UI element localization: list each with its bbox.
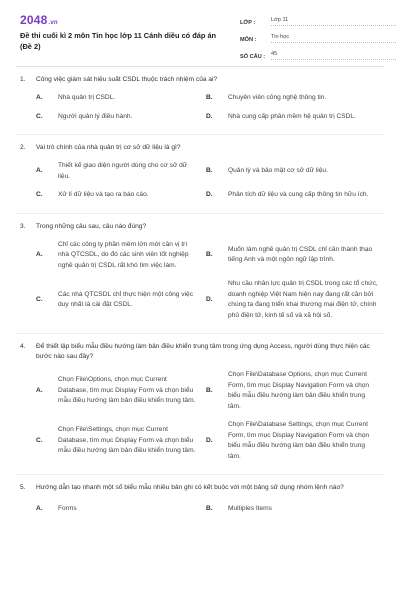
exam-title: Đề thi cuối kì 2 môn Tin học lớp 11 Cánh diều có đáp án (Đề 2) (20, 31, 217, 51)
option-b[interactable] (200, 370, 382, 412)
question-number: 5. (20, 484, 26, 491)
option-row (18, 190, 382, 201)
meta-label: SỐ CÂU : (240, 54, 266, 60)
option-letter: A. (36, 251, 43, 258)
option-b[interactable] (200, 93, 382, 104)
option-letter: B. (206, 167, 213, 175)
option-letter: B. (206, 251, 213, 258)
exam-meta (240, 12, 396, 63)
option-text: Chỉ các công ty phần mềm lớn mới cần vị trí nhà QTCSDL, do đó các sinh viên tốt nghiệp nghề quản trị CSDL rất khó tìm việc làm. (58, 240, 189, 269)
option-row (18, 501, 382, 517)
option-b[interactable] (200, 161, 382, 182)
option-d[interactable] (200, 112, 382, 123)
question-5 (16, 483, 384, 529)
option-text: Thiết kế giao diện người dùng cho cơ sở dữ liệu. (58, 162, 188, 180)
option-c[interactable] (18, 279, 200, 321)
option-text: Nhu cầu nhân lực quản trị CSDL trong các tổ chức, doanh nghiệp Việt Nam hiện nay đang rất cần bởi chúng ta đang triển khai thương mại điện tử, chính phủ điện tử, kinh tế số và xã hội số. (228, 280, 378, 319)
logo-main: 2048 (20, 13, 48, 27)
question-body: Vai trò chính của nhà quản trị cơ sở dữ liệu là gì? (36, 144, 181, 151)
meta-value: Lớp 11 (271, 17, 396, 26)
option-text: Chọn File\Options, chọn mục Current Database, tìm mục Display Form và chọn biểu mẫu điều hướng làm bản điều khiển trung tâm. (58, 376, 196, 405)
option-b[interactable] (200, 240, 382, 272)
option-text: Chuyên viên công nghệ thông tin. (228, 94, 327, 101)
option-row (18, 240, 382, 272)
meta-label: MÔN : (240, 37, 257, 43)
option-a[interactable] (18, 240, 200, 272)
option-text: Forms (58, 504, 77, 512)
option-letter: D. (206, 295, 213, 303)
option-text: Người quản lý điều hành. (58, 112, 133, 120)
option-letter: C. (36, 191, 43, 198)
option-letter: B. (206, 504, 213, 512)
option-text: Quản lý và bảo mật cơ sở dữ liệu. (228, 167, 328, 175)
option-row (18, 161, 382, 182)
option-letter: D. (206, 112, 213, 120)
meta-label: LỚP : (240, 20, 256, 26)
option-letter: A. (36, 94, 43, 101)
option-a[interactable] (18, 370, 200, 412)
logo-suffix: .vn (48, 20, 58, 26)
option-a[interactable] (18, 161, 200, 182)
question-4 (16, 342, 384, 475)
option-text: Chọn File\Database Settings, chọn mục Current Form, tìm mục Display Navigation Form và chọn biểu mẫu điều hướng làm bản điều khiển trung tâm. (228, 421, 370, 460)
option-row (18, 279, 382, 321)
option-text: Chọn File\Settings, chọn mục Current Database, tìm mục Display Form và chọn biểu mẫu điều hướng làm bản điều khiển trung tâm. (58, 426, 196, 455)
option-row (18, 112, 382, 123)
question-3 (16, 222, 384, 335)
question-text (18, 75, 382, 85)
option-d[interactable] (200, 190, 382, 201)
option-a[interactable] (18, 93, 200, 104)
meta-row-class (240, 12, 396, 26)
option-letter: A. (36, 504, 43, 512)
option-row (18, 370, 382, 412)
exam-header (16, 0, 384, 67)
question-list (16, 67, 384, 529)
option-letter: C. (36, 436, 43, 444)
question-body: Công việc giám sát hiệu suất CSDL thuộc trách nhiệm của ai? (36, 76, 218, 83)
option-text: Phân tích dữ liệu và cung cấp thông tin hữu ích. (228, 191, 369, 198)
option-text: Các nhà QTCSDL chỉ thực hiện một công việc duy nhất là cài đặt CSDL. (58, 290, 194, 308)
option-c[interactable] (18, 190, 200, 201)
question-1 (16, 75, 384, 135)
option-text: Xử lí dữ liệu và tạo ra báo cáo. (58, 191, 149, 198)
option-text: Multiples Items (228, 504, 272, 512)
option-letter: B. (206, 94, 213, 101)
option-text: Nhà quản trị CSDL. (58, 94, 116, 101)
option-c[interactable] (18, 112, 200, 123)
option-d[interactable] (200, 420, 382, 462)
option-row (18, 420, 382, 462)
question-body: Trong những câu sau, câu nào đúng? (36, 222, 147, 230)
option-text: Chọn File\Database Options, chọn mục Current Form, tìm mục Display Navigation Form và chọn biểu mẫu điều hướng làm bản điều khiển trung tâm. (228, 371, 370, 410)
meta-value: Tin học (271, 34, 396, 43)
question-number: 2. (20, 144, 26, 151)
option-a[interactable] (18, 501, 200, 517)
option-letter: D. (206, 436, 213, 444)
question-text (18, 342, 382, 362)
option-letter: D. (206, 191, 213, 198)
option-text: Muốn làm nghề quản trị CSDL chỉ cần thành thạo tiếng Anh và một ngôn ngữ lập trình. (228, 245, 373, 264)
option-c[interactable] (18, 420, 200, 462)
option-letter: C. (36, 295, 43, 303)
question-text (18, 483, 382, 493)
option-d[interactable] (200, 279, 382, 321)
question-2 (16, 143, 384, 214)
meta-row-subject (240, 29, 396, 43)
option-letter: C. (36, 112, 43, 120)
question-body: Hướng dẫn tạo nhanh một số biểu mẫu nhiều bản ghi có kết buộc với một bảng sử dụng nhóm lệnh nào? (36, 484, 344, 491)
meta-value: 45 (271, 51, 396, 60)
option-letter: B. (206, 386, 213, 394)
question-body: Để thiết lập biểu mẫu điều hướng làm bản điều khiển trung tâm trong ứng dụng Access, người dùng thực hiện các bước nào sau đây? (36, 343, 370, 360)
question-text (18, 222, 382, 232)
site-logo[interactable] (20, 13, 58, 27)
question-number: 3. (20, 222, 26, 230)
option-b[interactable] (200, 501, 382, 517)
option-row (18, 93, 382, 104)
question-text (18, 143, 382, 153)
meta-row-count (240, 46, 396, 60)
option-letter: A. (36, 386, 43, 394)
question-number: 1. (20, 76, 26, 83)
question-number: 4. (20, 343, 26, 350)
option-letter: A. (36, 167, 43, 175)
option-text: Nhà cung cấp phần mềm hệ quản trị CSDL. (228, 112, 356, 120)
